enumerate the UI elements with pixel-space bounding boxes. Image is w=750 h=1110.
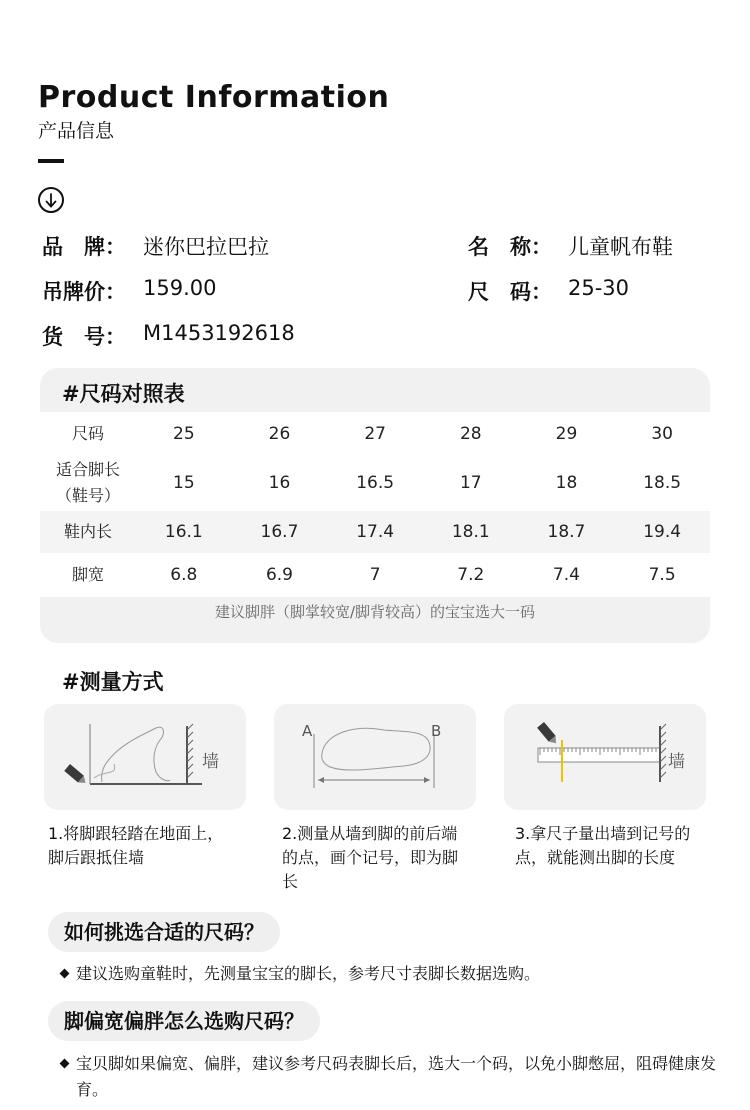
table-cell: 6.8 xyxy=(136,553,232,597)
diamond-bullet-icon xyxy=(60,969,70,979)
table-cell: 6.9 xyxy=(232,553,328,597)
table-cell: 19.4 xyxy=(614,511,710,553)
measure-illustration-3 xyxy=(504,704,706,810)
table-cell: 7.5 xyxy=(614,553,710,597)
row-label: 适合脚长 （鞋号） xyxy=(40,455,136,511)
page-title-en: Product Information xyxy=(38,80,390,115)
table-cell: 18 xyxy=(519,455,615,511)
title-underline xyxy=(38,159,64,163)
wall-label: 墙 xyxy=(668,752,685,772)
arrow-down-circle-icon xyxy=(38,187,64,213)
faq-question-1: 如何挑选合适的尺码？ xyxy=(48,912,280,952)
faq-question-2: 脚偏宽偏胖怎么选购尺码？ xyxy=(48,1001,320,1041)
pencil-icon xyxy=(64,764,88,786)
row-label: 脚宽 xyxy=(40,553,136,597)
size-label: 尺 码： xyxy=(468,280,552,304)
size-table xyxy=(40,412,710,597)
table-cell: 29 xyxy=(519,412,615,455)
table-row xyxy=(40,511,710,553)
sku-value: M1453192618 xyxy=(143,321,295,345)
table-cell: 7 xyxy=(327,553,423,597)
price-label: 吊牌价： xyxy=(42,280,126,304)
table-cell: 16.5 xyxy=(327,455,423,511)
measure-illustration-1 xyxy=(44,704,246,810)
table-cell: 17.4 xyxy=(327,511,423,553)
size-chart-heading: #尺码对照表 xyxy=(62,382,185,406)
table-cell: 27 xyxy=(327,412,423,455)
row-label: 尺码 xyxy=(40,412,136,455)
measure-step-3: 3.拿尺子量出墙到记号的点，就能测出脚的长度 xyxy=(515,824,691,867)
table-cell: 7.4 xyxy=(519,553,615,597)
brand-value: 迷你巴拉巴拉 xyxy=(143,235,269,259)
point-a-label: A xyxy=(302,722,313,740)
table-row xyxy=(40,553,710,597)
size-value: 25-30 xyxy=(568,276,630,300)
wall-label: 墙 xyxy=(202,752,219,772)
row-label: 鞋内长 xyxy=(40,511,136,553)
table-cell: 18.7 xyxy=(519,511,615,553)
table-cell: 18.1 xyxy=(423,511,519,553)
table-cell: 30 xyxy=(614,412,710,455)
table-cell: 18.5 xyxy=(614,455,710,511)
faq-answer-1: 建议选购童鞋时，先测量宝宝的脚长，参考尺寸表脚长数据选购。 xyxy=(76,964,541,983)
measure-heading: #测量方式 xyxy=(62,670,164,694)
name-label: 名 称： xyxy=(468,235,552,259)
table-cell: 25 xyxy=(136,412,232,455)
table-row xyxy=(40,455,710,511)
table-cell: 17 xyxy=(423,455,519,511)
sku-label: 货 号： xyxy=(42,325,126,349)
measure-step-1: 1.将脚跟轻踏在地面上，脚后跟抵住墙 xyxy=(48,824,224,867)
faq-answer-2: 宝贝脚如果偏宽、偏胖，建议参考尺码表脚长后，选大一个码，以免小脚憋屈，阻碍健康发育。 xyxy=(76,1054,717,1099)
diamond-bullet-icon xyxy=(60,1059,70,1069)
measure-illustration-2 xyxy=(274,704,476,810)
brand-label: 品 牌： xyxy=(42,235,126,259)
table-cell: 28 xyxy=(423,412,519,455)
measure-step-2: 2.测量从墙到脚的前后端的点，画个记号，即为脚长 xyxy=(282,824,459,891)
table-cell: 26 xyxy=(232,412,328,455)
price-value: 159.00 xyxy=(143,276,217,300)
table-cell: 7.2 xyxy=(423,553,519,597)
name-value: 儿童帆布鞋 xyxy=(568,235,673,259)
page-title-zh: 产品信息 xyxy=(38,120,115,142)
point-b-label: B xyxy=(431,722,442,740)
table-row xyxy=(40,412,710,455)
table-cell: 16.1 xyxy=(136,511,232,553)
table-cell: 16 xyxy=(232,455,328,511)
size-chart-note: 建议脚胖（脚掌较宽/脚背较高）的宝宝选大一码 xyxy=(214,603,536,621)
table-cell: 16.7 xyxy=(232,511,328,553)
table-cell: 15 xyxy=(136,455,232,511)
foot-outline-illustration xyxy=(274,704,476,810)
pencil-icon xyxy=(537,722,559,746)
